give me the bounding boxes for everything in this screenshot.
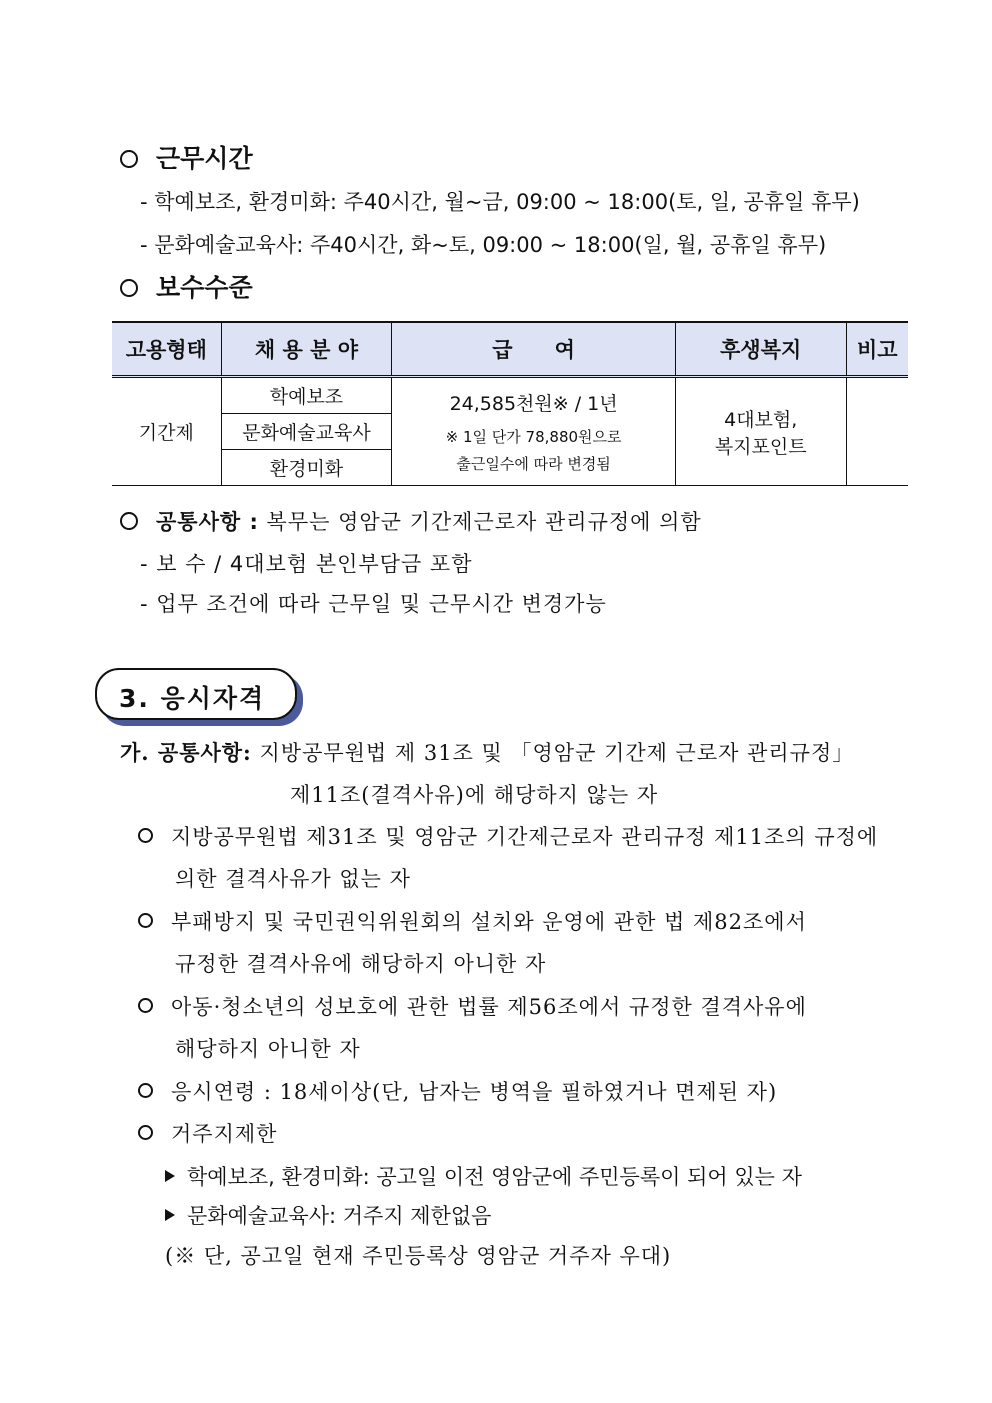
common-line-2: - 업무 조건에 따라 근무일 및 근무시간 변경가능 — [140, 592, 607, 616]
circle-bullet-icon — [120, 279, 138, 297]
circle-bullet-icon — [138, 828, 153, 843]
circle-bullet-icon — [120, 512, 138, 530]
ga-line-2: 제11조(결격사유)에 해당하지 않는 자 — [290, 783, 659, 807]
qual-item-1: 지방공무원법 제31조 및 영암군 기간제근로자 관리규정 제11조의 규정에 — [138, 821, 878, 851]
employment-type-cell: 기간제 — [112, 377, 221, 486]
salary-note-1: ※ 1일 단가 78,880원으로 — [445, 428, 622, 446]
pay-heading: 보수수준 — [120, 268, 253, 304]
ga-line-1: 가. 공통사항: 지방공무원법 제 31조 및 「영암군 기간제 근로자 관리규정」 — [120, 740, 855, 765]
salary-cell — [392, 377, 676, 486]
work-hours-line-2: - 문화예술교육사: 주40시간, 화~토, 09:00 ~ 18:00(일, 월, 공휴일 휴무) — [140, 233, 827, 257]
common-line-1: - 보 수 / 4대보험 본인부담금 포함 — [140, 552, 473, 576]
residence-note: (※ 단, 공고일 현재 주민등록상 영암군 거주자 우대) — [165, 1244, 672, 1268]
work-hours-line-1: - 학예보조, 환경미화: 주40시간, 월~금, 09:00 ~ 18:00(토, 일, 공휴일 휴무) — [140, 190, 860, 214]
triangle-bullet-icon — [165, 1170, 175, 1182]
qual-item-4: 응시연령 : 18세이상(단, 남자는 병역을 필하였거나 면제된 자) — [138, 1076, 777, 1106]
qual-item-5: 거주지제한 — [138, 1118, 277, 1148]
qual-item-3: 아동·청소년의 성보호에 관한 법률 제56조에서 규정한 결격사유에 — [138, 991, 807, 1021]
circle-bullet-icon — [138, 998, 153, 1013]
circle-bullet-icon — [138, 1125, 153, 1140]
field-cell: 문화예술교육사 — [221, 414, 392, 450]
header-welfare: 후생복지 — [675, 322, 846, 377]
section-3-badge: 3. 응시자격 — [95, 668, 297, 720]
circle-bullet-icon — [138, 1083, 153, 1098]
circle-bullet-icon — [138, 913, 153, 928]
qual-item-3-cont: 해당하지 아니한 자 — [175, 1037, 361, 1061]
header-field: 채 용 분 야 — [221, 322, 392, 377]
welfare-line-2: 복지포인트 — [714, 435, 807, 458]
work-hours-heading: 근무시간 — [120, 139, 253, 175]
welfare-line-1: 4대보험, — [724, 408, 798, 431]
residence-item-2: 문화예술교육사: 거주지 제한없음 — [165, 1200, 491, 1230]
field-cell: 학예보조 — [221, 377, 392, 414]
welfare-cell — [675, 377, 846, 486]
qual-item-2-cont: 규정한 결격사유에 해당하지 아니한 자 — [175, 952, 547, 976]
circle-bullet-icon — [120, 150, 138, 168]
qual-item-2: 부패방지 및 국민권익위원회의 설치와 운영에 관한 법 제82조에서 — [138, 906, 807, 936]
common-heading: 공통사항 : 복무는 영암군 기간제근로자 관리규정에 의함 — [120, 506, 702, 536]
triangle-bullet-icon — [165, 1209, 175, 1221]
header-salary: 급 여 — [392, 322, 676, 377]
salary-note-2: 출근일수에 따라 변경됨 — [456, 455, 611, 473]
remarks-cell — [846, 377, 908, 486]
pay-table — [112, 321, 908, 486]
field-cell: 환경미화 — [221, 450, 392, 486]
header-employment-type: 고용형태 — [112, 322, 221, 377]
header-remarks: 비고 — [846, 322, 908, 377]
salary-amount: 24,585천원※ / 1년 — [449, 393, 618, 415]
residence-item-1: 학예보조, 환경미화: 공고일 이전 영암군에 주민등록이 되어 있는 자 — [165, 1161, 802, 1191]
qual-item-1-cont: 의한 결격사유가 없는 자 — [175, 867, 411, 891]
